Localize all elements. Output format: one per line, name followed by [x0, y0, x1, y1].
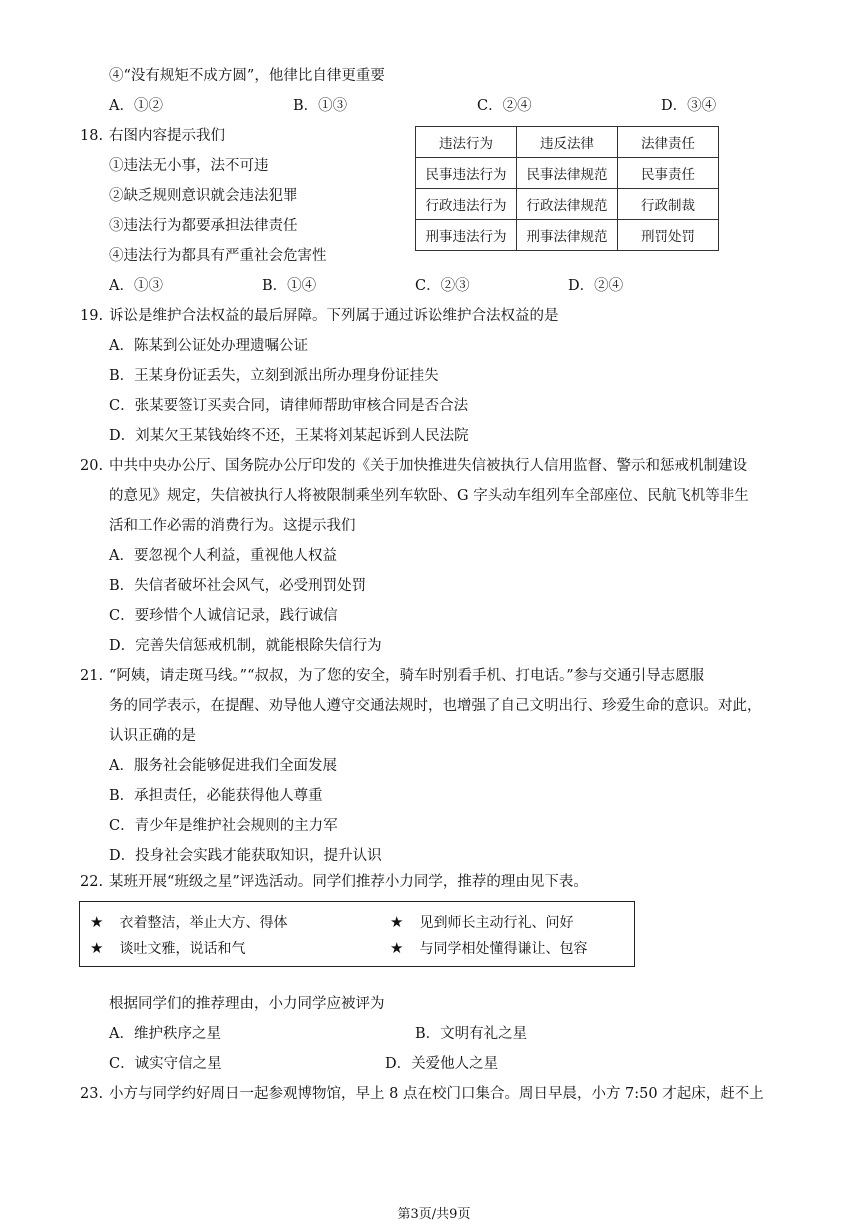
star-icon: ★	[90, 913, 104, 931]
q17-choice-b: B．①③	[293, 98, 348, 114]
table-cell: 行政违法行为	[416, 189, 517, 220]
q21-choice-c: C．青少年是维护社会规则的主力军	[109, 818, 338, 834]
q18-statement-4: ④违法行为都具有严重社会危害性	[109, 248, 327, 264]
q23-number: 23.	[80, 1086, 104, 1102]
q22-choice-b: B．文明有礼之星	[415, 1026, 528, 1042]
q22-stem: 某班开展“班级之星”评选活动。同学们推荐小力同学，推荐的理由见下表。	[109, 874, 588, 890]
q18-stem: 右图内容提示我们	[109, 128, 225, 144]
q22-number: 22.	[80, 874, 104, 890]
reason-text: 见到师长主动行礼、问好	[419, 915, 574, 931]
list-item	[390, 912, 573, 933]
q23-stem: 小方与同学约好周日一起参观博物馆，早上 8 点在校门口集合。周日早晨，小方 7:50 才起床，赶不上	[109, 1086, 764, 1102]
q21-stem-line-2: 务的同学表示，在提醒、劝导他人遵守交通法规时，也增强了自己文明出行、珍爱生命的意识。对此，	[109, 698, 762, 714]
q18-statement-2: ②缺乏规则意识就会违法犯罪	[109, 188, 298, 204]
table-cell: 刑事法律规范	[517, 220, 618, 251]
q22-choice-c: C．诚实守信之星	[109, 1056, 222, 1072]
reason-text: 衣着整洁，举止大方、得体	[119, 915, 288, 931]
q20-choice-d: D．完善失信惩戒机制，就能根除失信行为	[109, 638, 382, 654]
q19-choice-c: C．张某要签订买卖合同，请律师帮助审核合同是否合法	[109, 398, 469, 414]
q18-choice-c: C．②③	[415, 278, 470, 294]
q21-choice-a: A．服务社会能够促进我们全面发展	[109, 758, 337, 774]
star-icon: ★	[90, 939, 104, 957]
table-row	[416, 158, 719, 189]
q19-stem: 诉讼是维护合法权益的最后屏障。下列属于通过诉讼维护合法权益的是	[109, 308, 559, 324]
q18-choice-b: B．①④	[262, 278, 317, 294]
list-item	[90, 912, 287, 933]
reason-text: 与同学相处懂得谦让、包容	[419, 941, 588, 957]
star-icon: ★	[390, 939, 404, 957]
table-row	[416, 189, 719, 220]
q19-choice-a: A．陈某到公证处办理遗嘱公证	[109, 338, 308, 354]
q18-choice-a: A．①③	[109, 278, 163, 294]
table-cell: 民事违法行为	[416, 158, 517, 189]
q20-choice-c: C．要珍惜个人诚信记录，践行诚信	[109, 608, 338, 624]
q18-number: 18.	[80, 128, 104, 144]
table-cell: 刑罚处罚	[618, 220, 719, 251]
list-item	[90, 938, 245, 959]
q17-option-4: ④“没有规矩不成方圆”，他律比自律更重要	[109, 68, 385, 84]
reason-text: 谈吐文雅，说话和气	[119, 941, 246, 957]
table-row	[416, 220, 719, 251]
list-item	[390, 938, 587, 959]
table-header-cell: 违法行为	[416, 127, 517, 158]
q21-stem-line-1: “阿姨，请走斑马线。”“叔叔，为了您的安全，骑车时别看手机、打电话。”参与交通引导志愿服	[109, 668, 705, 684]
q20-stem-line-3: 活和工作必需的消费行为。这提示我们	[109, 518, 356, 534]
q19-choice-b: B．王某身份证丢失，立刻到派出所办理身份证挂失	[109, 368, 439, 384]
q20-number: 20.	[80, 458, 104, 474]
q21-number: 21.	[80, 668, 104, 684]
q17-choice-a: A．①②	[109, 98, 163, 114]
q22-question: 根据同学们的推荐理由，小力同学应被评为	[109, 996, 385, 1012]
q19-choice-d: D．刘某欠王某钱始终不还，王某将刘某起诉到人民法院	[109, 428, 469, 444]
table-header-cell: 法律责任	[618, 127, 719, 158]
q19-number: 19.	[80, 308, 104, 324]
q20-choice-b: B．失信者破坏社会风气，必受刑罚处罚	[109, 578, 367, 594]
table-cell: 民事责任	[618, 158, 719, 189]
q20-choice-a: A．要忽视个人利益，重视他人权益	[109, 548, 337, 564]
q17-choice-c: C．②④	[477, 98, 532, 114]
q21-choice-b: B．承担责任，必能获得他人尊重	[109, 788, 323, 804]
table-cell: 刑事违法行为	[416, 220, 517, 251]
table-cell: 民事法律规范	[517, 158, 618, 189]
table-header-row	[416, 127, 719, 158]
q21-stem-line-3: 认识正确的是	[109, 728, 196, 744]
q18-choice-d: D．②④	[568, 278, 624, 294]
q21-choice-d: D．投身社会实践才能获取知识，提升认识	[109, 848, 382, 864]
q18-statement-1: ①违法无小事，法不可违	[109, 158, 269, 174]
table-cell: 行政制裁	[618, 189, 719, 220]
q22-choice-d: D．关爱他人之星	[385, 1056, 499, 1072]
law-responsibility-table	[415, 126, 719, 251]
recommendation-reasons-box	[79, 901, 635, 967]
q22-choice-a: A．维护秩序之星	[109, 1026, 221, 1042]
q17-choice-d: D．③④	[661, 98, 717, 114]
page-number: 第3页/共9页	[397, 1207, 471, 1222]
star-icon: ★	[390, 913, 404, 931]
q20-stem-line-1: 中共中央办公厅、国务院办公厅印发的《关于加快推进失信被执行人信用监督、警示和惩戒机制建设	[109, 458, 747, 474]
table-header-cell: 违反法律	[517, 127, 618, 158]
q18-statement-3: ③违法行为都要承担法律责任	[109, 218, 298, 234]
table-cell: 行政法律规范	[517, 189, 618, 220]
q20-stem-line-2: 的意见》规定，失信被执行人将被限制乘坐列车软卧、G 字头动车组列车全部座位、民航飞机等非生	[109, 488, 749, 504]
